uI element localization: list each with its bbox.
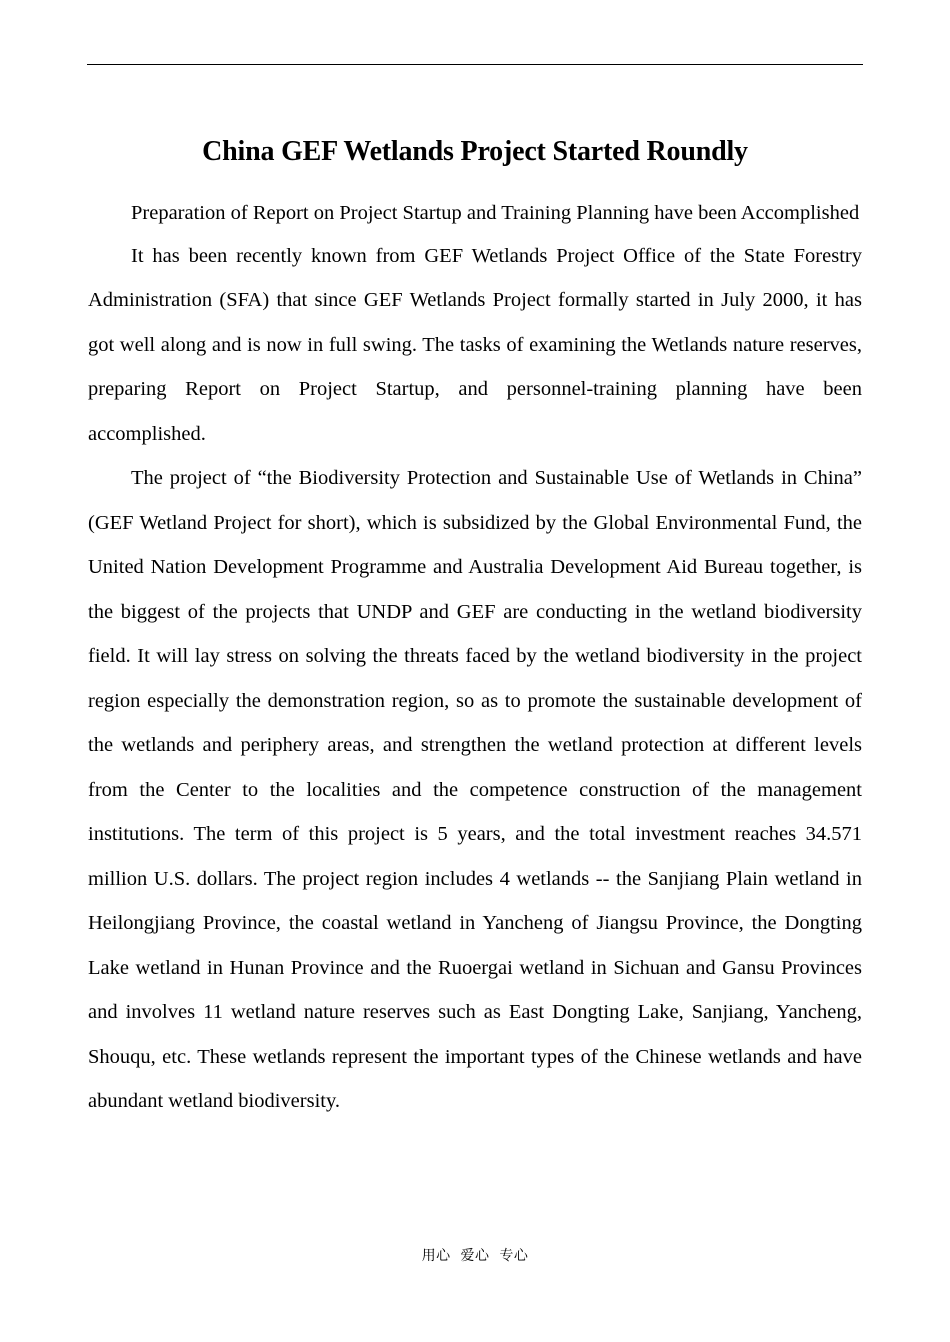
subtitle-paragraph: Preparation of Report on Project Startup and Training Planning have been Accomplished [131,202,860,224]
header-rule [87,64,863,65]
page-footer: 用心 爱心 专心 [421,1248,529,1264]
body-paragraph: It has been recently known from GEF Wetlands Project Office of the State Forestry Administration (SFA) that since GEF Wetlands Project formally started in July 2000, it has got well along and is now in full swing. The tasks of examining the Wetlands nature reserves, preparing Report on Project Startup, and personnel-training planning have been accomplished. [88,244,862,445]
document-body [88,191,862,1124]
document-title: China GEF Wetlands Project Started Roundly [202,136,748,167]
body-paragraph: The project of “the Biodiversity Protection and Sustainable Use of Wetlands in China” (GEF Wetland Project for short), which is subsidized by the Global Environmental Fund, the United Nation Development Programme and Australia Development Aid Bureau together, is the biggest of the projects that UNDP and GEF are conducting in the wetland biodiversity field. It will lay stress on solving the threats faced by the wetland biodiversity in the project region especially the demonstration region, so as to promote the sustainable development of the wetlands and periphery areas, and strengthen the wetland protection at different levels from the Center to the localities and the competence construction of the management institutions. The term of this project is 5 years, and the total investment reaches 34.571 million U.S. dollars. The project region includes 4 wetlands -- the Sanjiang Plain wetland in Heilongjiang Province, the coastal wetland in Yancheng of Jiangsu Province, the Dongting Lake wetland in Hunan Province and the Ruoergai wetland in Sichuan and Gansu Provinces and involves 11 wetland nature reserves such as East Dongting Lake, Sanjiang, Yancheng, Shouqu, etc. These wetlands represent the important types of the Chinese wetlands and have abundant wetland biodiversity. [88,467,862,1112]
